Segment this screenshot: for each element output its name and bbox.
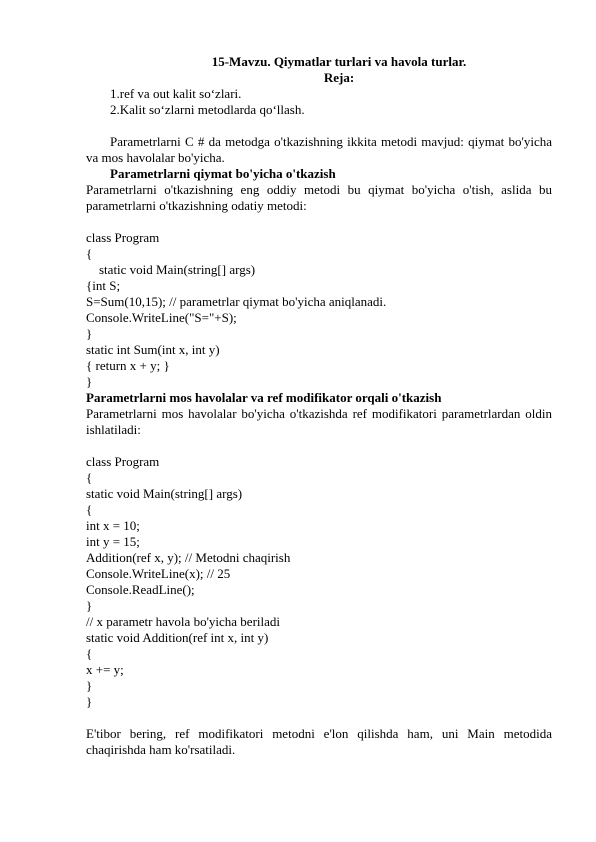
section2-heading: Parametrlarni mos havolalar va ref modifikator orqali o'tkazish: [86, 390, 442, 405]
code-line: {int S;: [86, 278, 121, 293]
code-line: int x = 10;: [86, 518, 140, 533]
spacer: [86, 710, 552, 726]
code-line: Console.ReadLine();: [86, 582, 195, 597]
code-line: {: [86, 502, 93, 517]
code-line: static void Main(string[] args): [86, 486, 243, 501]
code-line: S=Sum(10,15); // parametrlar qiymat bo'yicha aniqlanadi.: [86, 294, 387, 309]
section1-heading: Parametrlarni qiymat bo'yicha o'tkazish: [110, 166, 336, 181]
code-line: }: [86, 598, 93, 613]
code-line: class Program: [86, 454, 160, 469]
code-line: Console.WriteLine(x); // 25: [86, 566, 231, 581]
plan-label: Reja:: [323, 70, 355, 85]
intro-paragraph: Parametrlarni C # da metodga o'tkazishning ikkita metodi mavjud: qiymat bo'yicha va mos havolalar bo'yicha.: [86, 134, 552, 165]
code-line: {: [86, 646, 93, 661]
code-line: {: [86, 246, 93, 261]
plan-item: 2.Kalit so‘zlarni metodlarda qo‘llash.: [110, 102, 305, 117]
code-block-1: [86, 230, 552, 390]
code-line: static void Main(string[] args): [86, 262, 256, 277]
spacer: [86, 214, 552, 230]
code-line: Console.WriteLine("S="+S);: [86, 310, 237, 325]
code-line: }: [86, 678, 93, 693]
code-line: static void Addition(ref int x, int y): [86, 630, 269, 645]
spacer: [86, 118, 552, 134]
code-line: }: [86, 326, 93, 341]
section1-text: Parametrlarni o'tkazishning eng oddiy metodi bu qiymat bo'yicha o'tish, aslida bu parametrlarni o'tkazishning odatiy metodi:: [86, 182, 552, 213]
code-line: x += y;: [86, 662, 124, 677]
code-line: }: [86, 374, 93, 389]
section2-text: Parametrlarni mos havolalar bo'yicha o'tkazishda ref modifikatori parametrlardan oldin ishlatiladi:: [86, 406, 552, 437]
spacer: [86, 438, 552, 454]
code-block-2: [86, 454, 552, 710]
code-line: }: [86, 694, 93, 709]
code-line: {: [86, 470, 93, 485]
code-line: int y = 15;: [86, 534, 140, 549]
code-line: { return x + y; }: [86, 358, 170, 373]
code-line: // x parametr havola bo'yicha beriladi: [86, 614, 281, 629]
code-line: class Program: [86, 230, 160, 245]
footer-note: E'tibor bering, ref modifikatori metodni e'lon qilishda ham, uni Main metodida chaqirishda ham ko'rsatiladi.: [86, 726, 552, 757]
plan-item: 1.ref va out kalit so‘zlari.: [110, 86, 242, 101]
document-title: 15-Mavzu. Qiymatlar turlari va havola turlar.: [211, 54, 467, 69]
code-line: Addition(ref x, y); // Metodni chaqirish: [86, 550, 291, 565]
code-line: static int Sum(int x, int y): [86, 342, 220, 357]
